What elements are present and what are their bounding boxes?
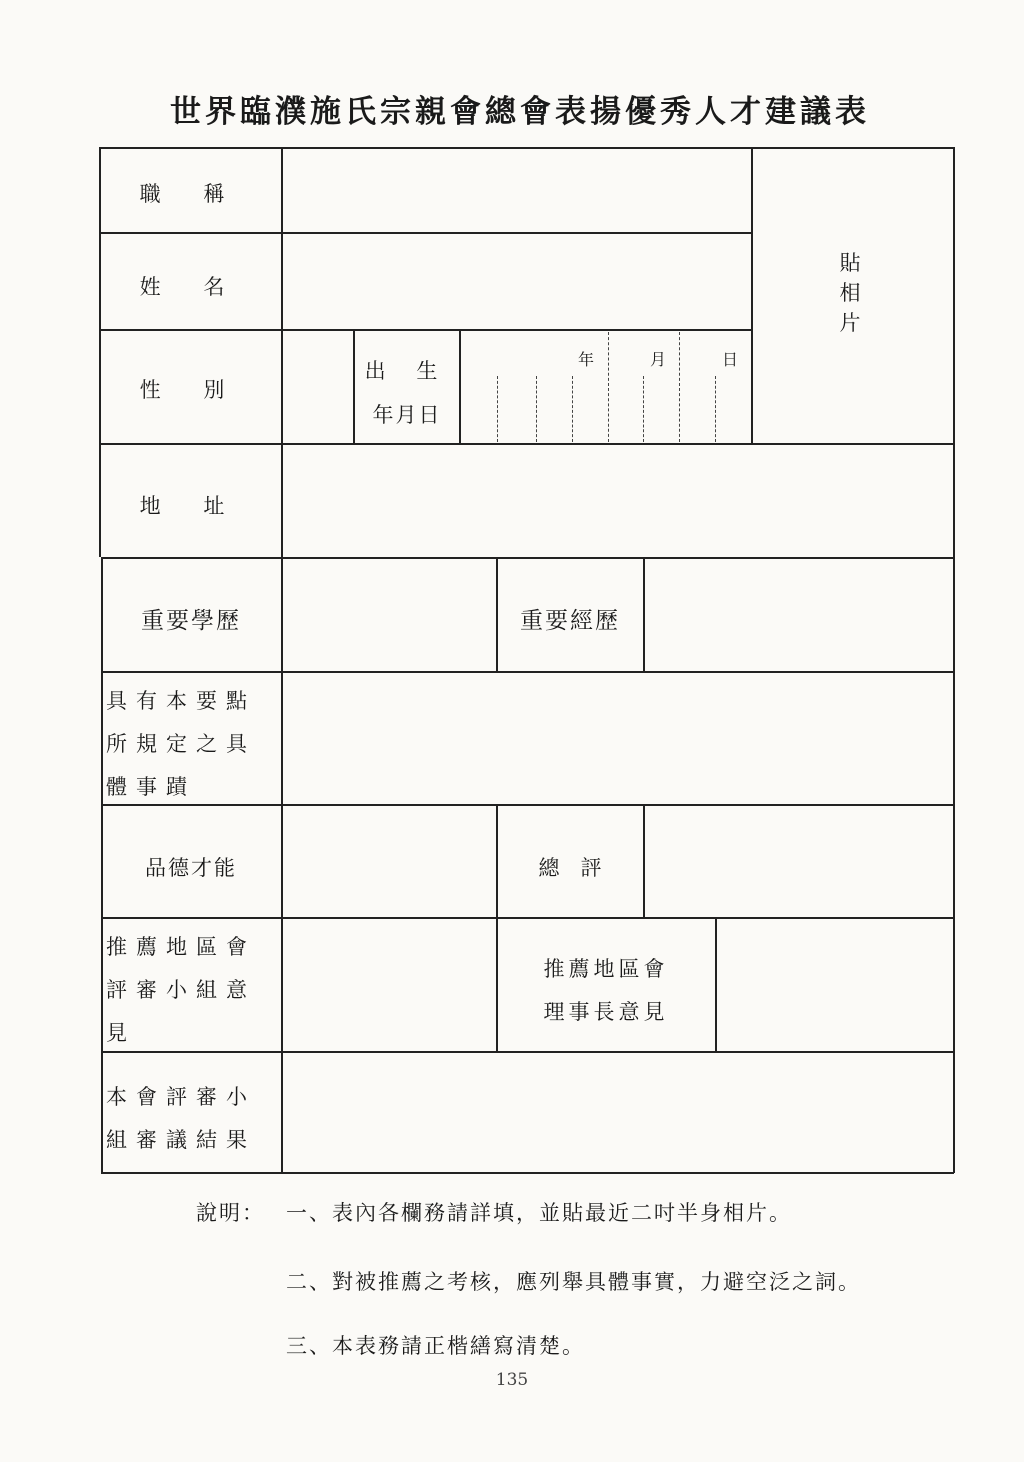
experience-label: 重要經歷 <box>520 608 620 634</box>
district-chair-field[interactable] <box>717 919 953 1051</box>
month-label: 月 <box>650 350 667 369</box>
overall-label: 總 評 <box>538 856 602 880</box>
form-title: 世界臨濮施氏宗親會總會表揚優秀人才建議表 <box>170 94 870 130</box>
achievements-label: 具有本要點 所規定之具 體事蹟 <box>106 689 256 799</box>
birth-label-line2: 年月日 <box>372 403 442 427</box>
name-label: 姓 名 <box>139 275 243 299</box>
address-field[interactable] <box>283 445 953 557</box>
year-label: 年 <box>578 350 595 369</box>
notes-prefix: 說明： <box>196 1201 265 1225</box>
photo-box[interactable] <box>753 149 953 443</box>
review-result-field[interactable] <box>283 1053 953 1172</box>
birthdate-field[interactable] <box>461 331 751 443</box>
character-label: 品德才能 <box>145 856 237 880</box>
character-field[interactable] <box>283 806 496 917</box>
review-result-label: 本會評審小 組審議結果 <box>106 1085 256 1152</box>
note-item-3: 三、本表務請正楷繕寫清楚。 <box>286 1334 585 1358</box>
day-label: 日 <box>722 350 739 369</box>
note-item-2: 二、對被推薦之考核，應列舉具體事實，力避空泛之詞。 <box>286 1270 861 1294</box>
overall-field[interactable] <box>645 806 953 917</box>
education-field[interactable] <box>283 559 496 671</box>
photo-label: 貼 相 片 <box>839 251 861 335</box>
gender-label: 性 別 <box>139 378 243 402</box>
district-chair-label: 推薦地區會 理事長意見 <box>543 957 669 1024</box>
gender-field[interactable] <box>283 331 353 443</box>
achievements-field[interactable] <box>283 673 953 804</box>
job-title-label: 職 稱 <box>139 182 243 206</box>
experience-field[interactable] <box>645 559 953 671</box>
note-item-1: 一、表內各欄務請詳填，並貼最近二吋半身相片。 <box>286 1201 792 1225</box>
district-panel-field[interactable] <box>283 919 496 1051</box>
birth-label-line1: 出 生 <box>364 359 450 383</box>
name-field[interactable] <box>283 234 751 329</box>
education-label: 重要學歷 <box>141 608 241 634</box>
job-title-field[interactable] <box>283 149 751 232</box>
district-panel-label: 推薦地區會 評審小組意 見 <box>106 935 256 1045</box>
address-label: 地 址 <box>139 494 243 518</box>
page-number: 135 <box>495 1370 529 1390</box>
